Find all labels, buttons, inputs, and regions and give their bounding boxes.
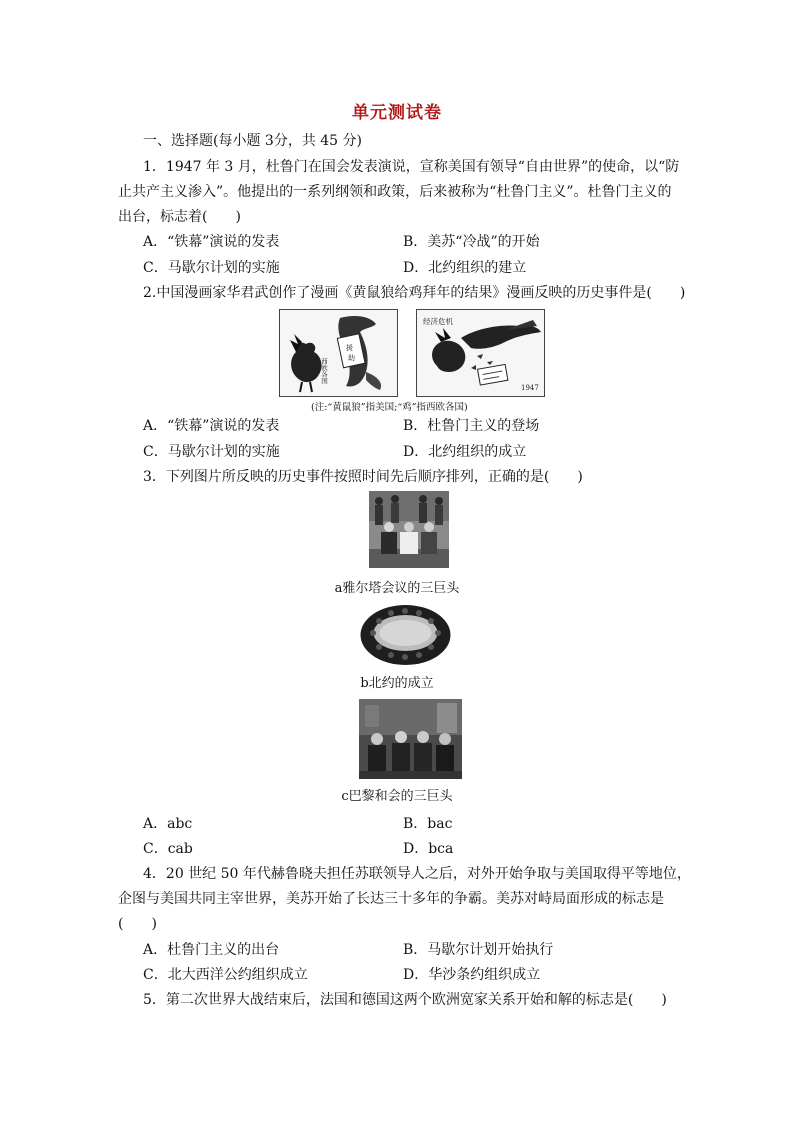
cartoon-left-sign-2: 助 [348,354,355,362]
page-title: 单元测试卷 [352,103,442,123]
section-heading: 一、选择题(每小题 3分，共 45 分) [143,133,362,149]
q4-line-3: ( ) [118,916,157,932]
q4-option-c: C．北大西洋公约组织成立 [143,967,308,983]
q4-option-b: B．马歇尔计划开始执行 [403,942,554,958]
q2-option-a: A．“铁幕”演说的发表 [143,418,280,434]
photo-yalta-big-three [369,491,449,568]
q3-option-c: C．cab [143,841,193,857]
photo-nato-founding [359,603,452,667]
q1-option-c: C．马歇尔计划的实施 [143,260,280,276]
q3-line-1: 3．下列图片所反映的历史事件按照时间先后顺序排列，正确的是( ) [143,469,583,485]
q2-option-c: C．马歇尔计划的实施 [143,444,280,460]
q1-line-2: 止共产主义渗入”。他提出的一系列纲领和政策，后来被称为“杜鲁门主义”。杜鲁门主义的 [118,184,672,200]
cartoon-left-sign-1: 援 [346,344,353,352]
cartoon-right-label: 经济危机 [423,317,453,326]
q3-caption-b: b北约的成立 [360,676,434,691]
cartoon-left [279,309,398,397]
q2-option-b: B．杜鲁门主义的登场 [403,418,540,434]
cartoon-right-year: 1947 [521,384,539,392]
q1-option-a: A．“铁幕”演说的发表 [143,234,280,250]
q4-line-1: 4．20 世纪 50 年代赫鲁晓夫担任苏联领导人之后，对外开始争取与美国取得平等地位， [143,866,691,882]
q5-line-1: 5．第二次世界大战结束后，法国和德国这两个欧洲宽家关系开始和解的标志是( ) [143,992,667,1008]
q4-option-d: D．华沙条约组织成立 [403,967,541,983]
q4-option-a: A．杜鲁门主义的出台 [143,942,280,958]
cartoon-right [416,309,545,397]
q1-line-3: 出台，标志着( ) [118,209,241,225]
q1-option-b: B．美苏“冷战”的开始 [403,234,540,250]
q3-caption-a: a雅尔塔会议的三巨头 [334,581,460,596]
q4-line-2: 企图与美国共同主宰世界，美苏开始了长达三十多年的争霸。美苏对峙局面形成的标志是 [118,891,664,907]
q1-option-d: D．北约组织的建立 [403,260,527,276]
q3-caption-c: c巴黎和会的三巨头 [341,789,453,804]
q1-line-1: 1．1947 年 3 月，杜鲁门在国会发表演说，宣称美国有领导“自由世界”的使命，以“防 [143,159,680,175]
q2-line-1: 2.中国漫画家华君武创作了漫画《黄鼠狼给鸡拜年的结果》漫画反映的历史事件是( ) [143,285,686,301]
q3-option-a: A．abc [143,816,193,832]
photo-paris-peace-conference [359,699,462,779]
q3-option-b: B．bac [403,816,453,832]
q2-option-d: D．北约组织的成立 [403,444,527,460]
cartoon-left-rooster-label: 西欧各国 [320,358,328,384]
cartoon-note: (注:“黄鼠狼”指美国;“鸡”指西欧各国) [311,402,468,413]
q3-option-d: D．bca [403,841,454,857]
